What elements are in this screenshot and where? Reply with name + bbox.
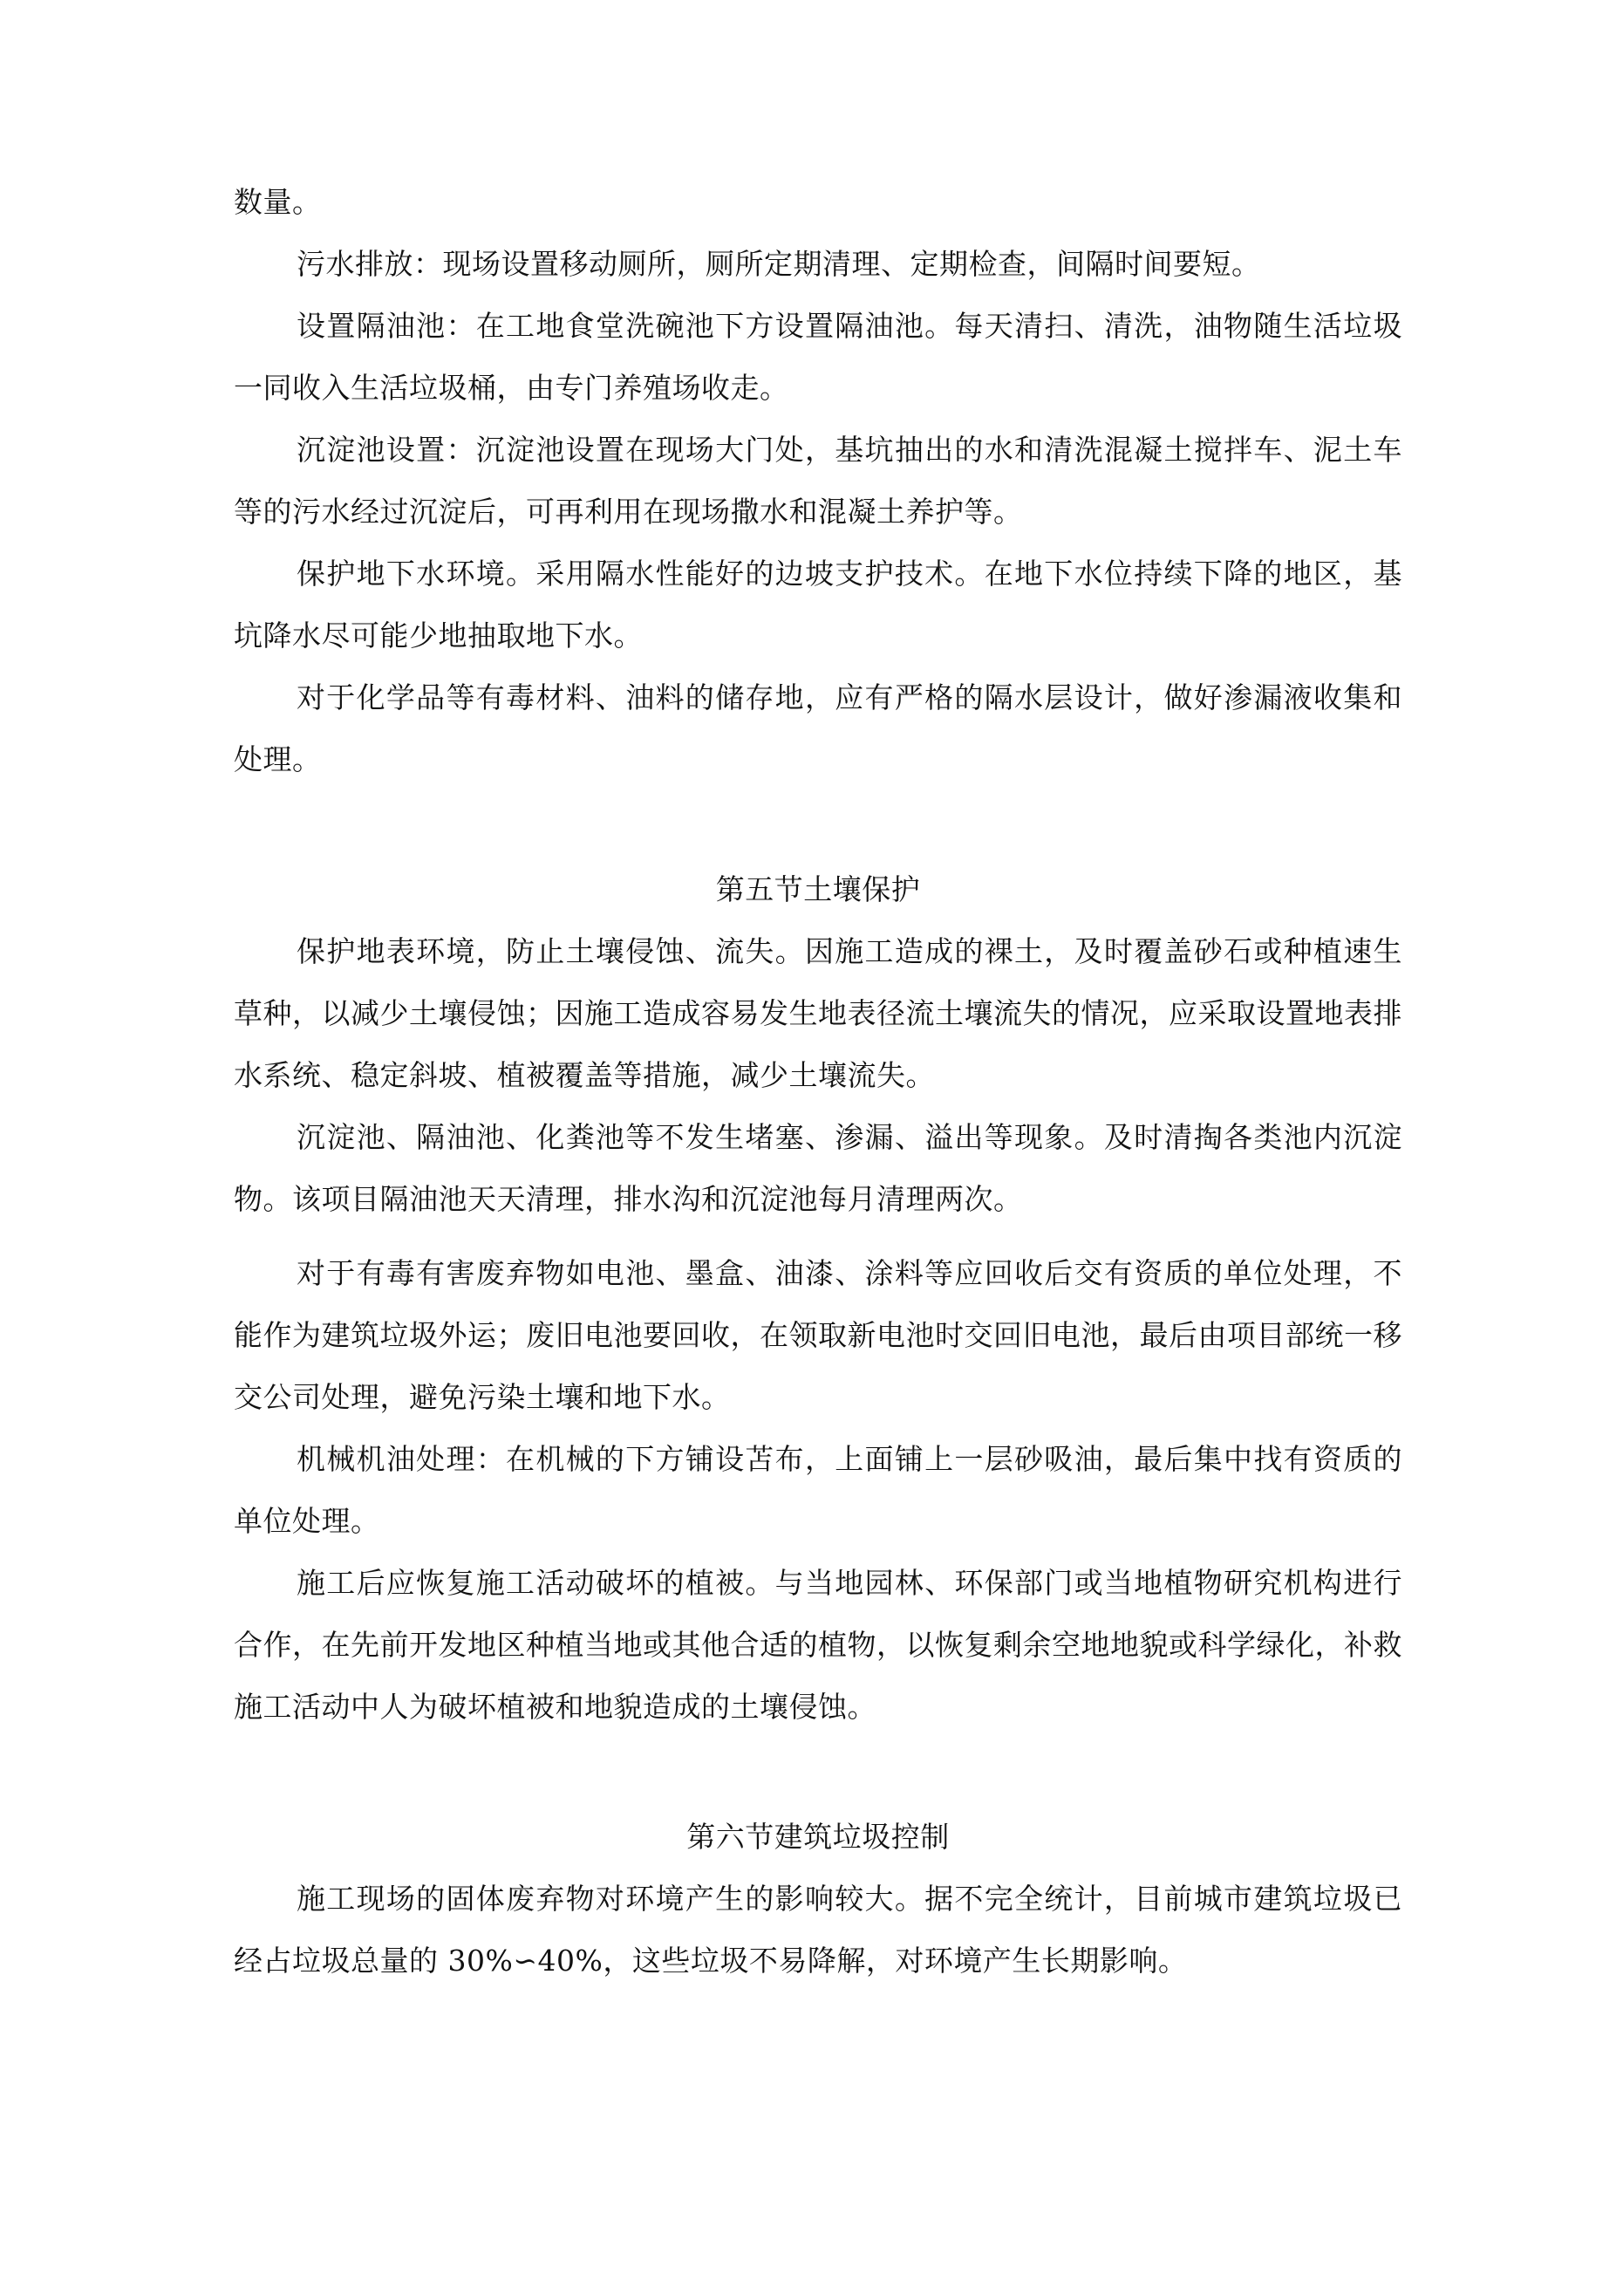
paragraph: 机械机油处理：在机械的下方铺设苫布，上面铺上一层砂吸油，最后集中找有资质的单位处理。 <box>234 1442 1402 1538</box>
paragraph: 设置隔油池：在工地食堂洗碗池下方设置隔油池。每天清扫、清洗，油物随生活垃圾一同收入生活垃圾桶，由专门养殖场收走。 <box>234 309 1402 405</box>
paragraph: 数量。 <box>234 185 322 219</box>
paragraph: 保护地表环境，防止土壤侵蚀、流失。因施工造成的裸土，及时覆盖砂石或种植速生草种，以减少土壤侵蚀；因施工造成容易发生地表径流土壤流失的情况，应采取设置地表排水系统、稳定斜坡、植被覆盖等措施，减少土壤流失。 <box>234 934 1402 1092</box>
page-content <box>234 171 1402 1992</box>
paragraph: 污水排放：现场设置移动厕所，厕所定期清理、定期检查，间隔时间要短。 <box>297 247 1261 281</box>
paragraph: 施工现场的固体废弃物对环境产生的影响较大。据不完全统计，目前城市建筑垃圾已经占垃圾总量的 30%∽40%，这些垃圾不易降解，对环境产生长期影响。 <box>234 1882 1402 1978</box>
paragraph: 沉淀池设置：沉淀池设置在现场大门处，基坑抽出的水和清洗混凝土搅拌车、泥土车等的污水经过沉淀后，可再利用在现场撒水和混凝土养护等。 <box>234 433 1402 529</box>
paragraph: 沉淀池、隔油池、化粪池等不发生堵塞、渗漏、溢出等现象。及时清掏各类池内沉淀物。该项目隔油池天天清理，排水沟和沉淀池每月清理两次。 <box>234 1120 1402 1216</box>
paragraph: 对于化学品等有毒材料、油料的储存地，应有严格的隔水层设计，做好渗漏液收集和处理。 <box>234 680 1402 776</box>
section-heading: 第五节土壤保护 <box>715 872 921 906</box>
paragraph: 保护地下水环境。采用隔水性能好的边坡支护技术。在地下水位持续下降的地区，基坑降水尽可能少地抽取地下水。 <box>234 557 1402 653</box>
section-heading: 第六节建筑垃圾控制 <box>686 1820 950 1854</box>
paragraph: 对于有毒有害废弃物如电池、墨盒、油漆、涂料等应回收后交有资质的单位处理，不能作为建筑垃圾外运；废旧电池要回收，在领取新电池时交回旧电池，最后由项目部统一移交公司处理，避免污染土壤和地下水。 <box>234 1256 1402 1414</box>
paragraph: 施工后应恢复施工活动破坏的植被。与当地园林、环保部门或当地植物研究机构进行合作，在先前开发地区种植当地或其他合适的植物，以恢复剩余空地地貌或科学绿化，补救施工活动中人为破坏植被和地貌造成的土壤侵蚀。 <box>234 1566 1402 1724</box>
